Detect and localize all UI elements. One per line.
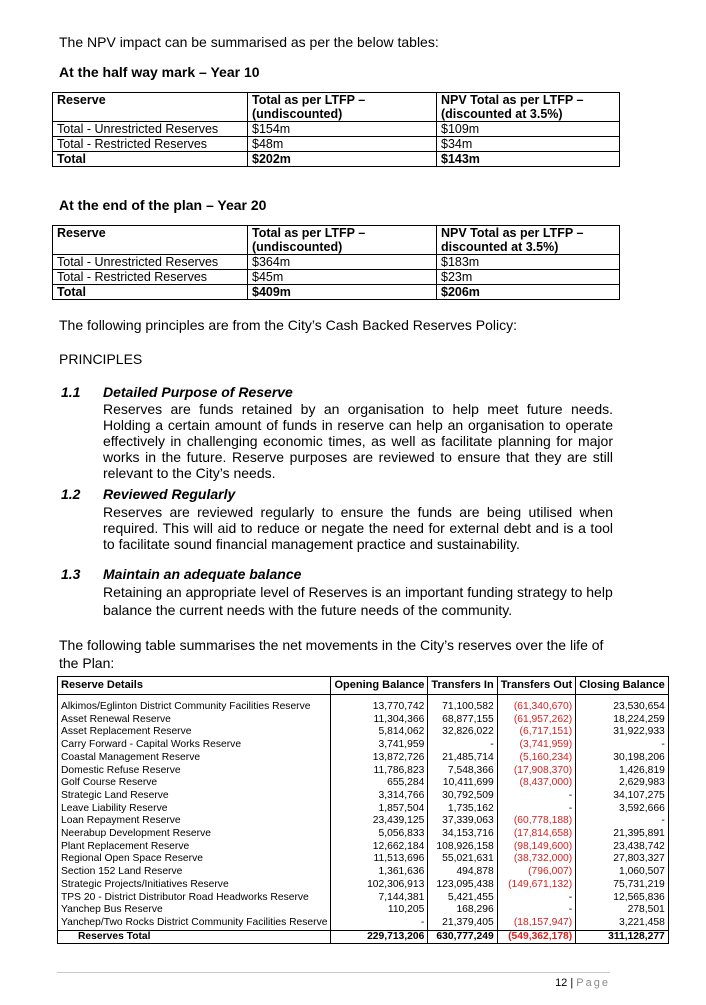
table-cell: 655,284 [331, 777, 428, 790]
table-cell: 23,438,742 [576, 841, 669, 854]
npv-table-year-10 [52, 92, 620, 167]
table-cell: 71,100,582 [428, 695, 497, 714]
table-cell: Plant Replacement Reserve [58, 841, 331, 854]
column-header: Reserve [53, 226, 248, 255]
table-cell: 55,021,631 [428, 853, 497, 866]
column-header: Reserve Details [58, 677, 331, 695]
table-cell: (18,157,947) [497, 917, 576, 930]
table-cell: 21,395,891 [576, 828, 669, 841]
table-row [58, 866, 669, 879]
table-cell: 1,060,507 [576, 866, 669, 879]
column-header: Total as per LTFP – (undiscounted) [248, 226, 437, 255]
table-cell: - [331, 917, 428, 930]
table-cell: 2,629,983 [576, 777, 669, 790]
table-cell: 3,741,959 [331, 739, 428, 752]
table-cell: Regional Open Space Reserve [58, 853, 331, 866]
table-cell: (549,362,178) [497, 930, 576, 944]
table-row [53, 255, 620, 270]
table-cell: Loan Repayment Reserve [58, 815, 331, 828]
table-cell: 1,735,162 [428, 803, 497, 816]
table-cell: 23,530,654 [576, 695, 669, 714]
table-row [58, 739, 669, 752]
table-cell: 12,662,184 [331, 841, 428, 854]
table-cell: Total - Restricted Reserves [53, 137, 248, 152]
table-row [58, 904, 669, 917]
table-cell: Yanchep/Two Rocks District Community Facilities Reserve [58, 917, 331, 930]
table-cell: (60,778,188) [497, 815, 576, 828]
table-cell: (17,814,658) [497, 828, 576, 841]
table-cell: $48m [248, 137, 437, 152]
table-cell: 13,770,742 [331, 695, 428, 714]
table-row [58, 803, 669, 816]
table-cell: 3,314,766 [331, 790, 428, 803]
page-footer [555, 977, 610, 989]
table-cell: $409m [248, 285, 437, 300]
table-cell: Asset Renewal Reserve [58, 714, 331, 727]
table-cell: (5,160,234) [497, 752, 576, 765]
table-cell: 229,713,206 [331, 930, 428, 944]
table-cell: 7,548,366 [428, 765, 497, 778]
table-cell: 18,224,259 [576, 714, 669, 727]
table-cell: 11,304,366 [331, 714, 428, 727]
table-cell: Reserves Total [58, 930, 331, 944]
table-cell: 11,786,823 [331, 765, 428, 778]
section-title: Detailed Purpose of Reserve [103, 384, 293, 400]
principles-heading: PRINCIPLES [59, 351, 143, 367]
table-cell: $202m [248, 152, 437, 167]
half-way-heading: At the half way mark – Year 10 [59, 64, 260, 80]
table-cell: 27,803,327 [576, 853, 669, 866]
table-cell: $34m [437, 137, 620, 152]
table-cell: 31,922,933 [576, 726, 669, 739]
table-cell: 11,513,696 [331, 853, 428, 866]
page-number: 12 [555, 977, 568, 989]
table-cell: Yanchep Bus Reserve [58, 904, 331, 917]
table-cell: 5,056,833 [331, 828, 428, 841]
table-total-row [53, 152, 620, 167]
table-cell: 1,426,819 [576, 765, 669, 778]
column-header: Opening Balance [331, 677, 428, 695]
table-row [58, 828, 669, 841]
table-cell: $154m [248, 122, 437, 137]
table-cell: 108,926,158 [428, 841, 497, 854]
table-row [58, 752, 669, 765]
table-cell: Coastal Management Reserve [58, 752, 331, 765]
column-header: Transfers Out [497, 677, 576, 695]
end-of-plan-heading: At the end of the plan – Year 20 [59, 197, 267, 213]
table-cell: - [576, 739, 669, 752]
table-cell: 30,792,509 [428, 790, 497, 803]
table-cell: 23,439,125 [331, 815, 428, 828]
table-cell: (3,741,959) [497, 739, 576, 752]
table-cell: 68,877,155 [428, 714, 497, 727]
table-row [58, 892, 669, 905]
table-cell: $143m [437, 152, 620, 167]
column-header: Reserve [53, 93, 248, 122]
section-number: 1.3 [61, 566, 81, 582]
section-number: 1.1 [61, 384, 81, 400]
npv-table-year-20 [52, 225, 620, 300]
table-cell: (61,957,262) [497, 714, 576, 727]
table-cell: 102,306,913 [331, 879, 428, 892]
column-header: Closing Balance [576, 677, 669, 695]
table-cell: $23m [437, 270, 620, 285]
table-cell: Section 152 Land Reserve [58, 866, 331, 879]
table-cell: 34,107,275 [576, 790, 669, 803]
table-cell: 311,128,277 [576, 930, 669, 944]
table-cell: 75,731,219 [576, 879, 669, 892]
footer-separator: | [570, 977, 574, 989]
table-row [58, 726, 669, 739]
table-cell: Total [53, 152, 248, 167]
table-cell: Domestic Refuse Reserve [58, 765, 331, 778]
table-cell: (17,908,370) [497, 765, 576, 778]
page-label: Page [576, 977, 610, 989]
table-cell: 7,144,381 [331, 892, 428, 905]
table-cell: 5,421,455 [428, 892, 497, 905]
table-cell: $45m [248, 270, 437, 285]
footer-divider [57, 972, 610, 973]
table-cell: - [497, 790, 576, 803]
table-cell: - [576, 815, 669, 828]
table-cell: $206m [437, 285, 620, 300]
table-cell: Total - Restricted Reserves [53, 270, 248, 285]
table-cell: 168,296 [428, 904, 497, 917]
movements-intro: The following table summarises the net movements in the City’s reserves over the life of the Plan: [59, 637, 604, 671]
table-cell: 278,501 [576, 904, 669, 917]
table-cell: 30,198,206 [576, 752, 669, 765]
table-cell: Carry Forward - Capital Works Reserve [58, 739, 331, 752]
table-row [58, 815, 669, 828]
reserves-table [57, 676, 669, 944]
table-cell: 630,777,249 [428, 930, 497, 944]
table-cell: - [497, 904, 576, 917]
table-cell: $109m [437, 122, 620, 137]
section-title: Reviewed Regularly [103, 486, 236, 502]
table-cell: Total [53, 285, 248, 300]
table-cell: 21,485,714 [428, 752, 497, 765]
table-cell: (6,717,151) [497, 726, 576, 739]
table-cell: Alkimos/Eglinton District Community Facilities Reserve [58, 695, 331, 714]
section-body: Reserves are funds retained by an organisation to help meet future needs. Holding a certain amount of funds in reserve can help an organisation to operate effectively in challenging economic times, as well as facilitate planning for major works in the future. Reserve purposes are reviewed to ensure that they are still relevant to the City’s needs. [103, 401, 613, 481]
principles-intro: The following principles are from the City’s Cash Backed Reserves Policy: [59, 317, 518, 333]
table-cell: $364m [248, 255, 437, 270]
table-row [58, 790, 669, 803]
table-cell: 34,153,716 [428, 828, 497, 841]
table-cell: Leave Liability Reserve [58, 803, 331, 816]
table-row [58, 695, 669, 714]
table-cell: Strategic Land Reserve [58, 790, 331, 803]
table-row [58, 765, 669, 778]
table-row [58, 841, 669, 854]
table-cell: 3,221,458 [576, 917, 669, 930]
table-row [53, 122, 620, 137]
section-title: Maintain an adequate balance [103, 566, 302, 582]
intro-text: The NPV impact can be summarised as per the below tables: [59, 34, 439, 50]
table-cell: 1,857,504 [331, 803, 428, 816]
table-cell: (796,007) [497, 866, 576, 879]
table-cell: Asset Replacement Reserve [58, 726, 331, 739]
table-cell: 110,205 [331, 904, 428, 917]
table-cell: - [497, 892, 576, 905]
table-row [58, 777, 669, 790]
table-cell: (38,732,000) [497, 853, 576, 866]
table-cell: $183m [437, 255, 620, 270]
table-row [53, 270, 620, 285]
column-header: NPV Total as per LTFP – discounted at 3.5%) [437, 226, 620, 255]
table-total-row [58, 930, 669, 944]
table-cell: 32,826,022 [428, 726, 497, 739]
table-row [58, 853, 669, 866]
table-cell: TPS 20 - District Distributor Road Headworks Reserve [58, 892, 331, 905]
table-row [58, 917, 669, 930]
table-cell: 3,592,666 [576, 803, 669, 816]
section-body: Retaining an appropriate level of Reserves is an important funding strategy to help balance the current needs with the future needs of the community. [103, 584, 613, 618]
table-cell: (61,340,670) [497, 695, 576, 714]
table-cell: 37,339,063 [428, 815, 497, 828]
table-cell: (98,149,600) [497, 841, 576, 854]
table-cell: 5,814,062 [331, 726, 428, 739]
table-cell: (149,671,132) [497, 879, 576, 892]
column-header: NPV Total as per LTFP – (discounted at 3.5%) [437, 93, 620, 122]
table-cell: 12,565,836 [576, 892, 669, 905]
table-cell: Golf Course Reserve [58, 777, 331, 790]
table-cell: 10,411,699 [428, 777, 497, 790]
table-cell: - [497, 803, 576, 816]
table-row [53, 137, 620, 152]
table-cell: Strategic Projects/Initiatives Reserve [58, 879, 331, 892]
section-body: Reserves are reviewed regularly to ensure the funds are being utilised when required. This will aid to reduce or negate the need for external debt and is a tool to facilitate sound financial management practice and sustainability. [103, 504, 613, 552]
column-header: Total as per LTFP – (undiscounted) [248, 93, 437, 122]
table-cell: Total - Unrestricted Reserves [53, 255, 248, 270]
table-cell: 123,095,438 [428, 879, 497, 892]
table-cell: 13,872,726 [331, 752, 428, 765]
table-cell: 1,361,636 [331, 866, 428, 879]
section-number: 1.2 [61, 486, 81, 502]
table-cell: 21,379,405 [428, 917, 497, 930]
table-row [58, 879, 669, 892]
table-cell: Neerabup Development Reserve [58, 828, 331, 841]
table-total-row [53, 285, 620, 300]
table-cell: Total - Unrestricted Reserves [53, 122, 248, 137]
table-cell: (8,437,000) [497, 777, 576, 790]
table-row [58, 714, 669, 727]
table-cell: - [428, 739, 497, 752]
table-cell: 494,878 [428, 866, 497, 879]
column-header: Transfers In [428, 677, 497, 695]
